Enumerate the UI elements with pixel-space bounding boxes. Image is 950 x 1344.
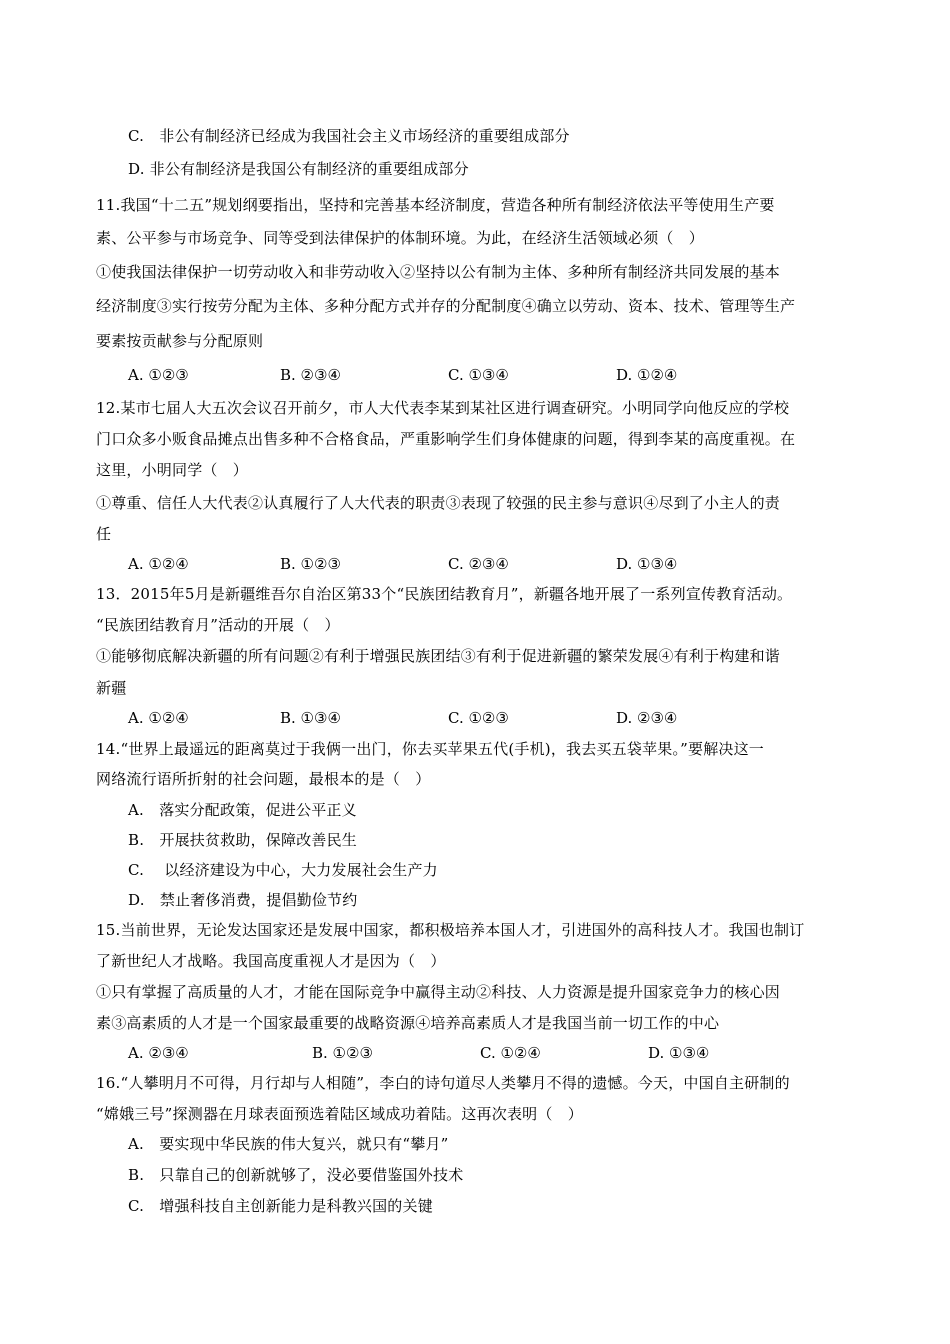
q13-items-line-1: ①能够彻底解决新疆的所有问题②有利于增强民族团结③有利于促进新疆的繁荣发展④有利于构建和谐 [96, 647, 781, 665]
q14-option-d: D. 禁止奢侈消费，提倡勤俭节约 [128, 891, 358, 909]
q14-stem-line-1: 14.“世界上最遥远的距离莫过于我俩一出门，你去买苹果五代(手机)，我去买五袋苹果。”要解决这一 [96, 740, 765, 758]
q12-stem-line-2: 门口众多小贩食品摊点出售多种不合格食品，严重影响学生们身体健康的问题，得到李某的高度重视。在 [96, 430, 796, 448]
q13-option-c: C. ①②③ [448, 709, 509, 727]
q15-option-d: D. ①③④ [648, 1044, 710, 1062]
q12-options [128, 554, 828, 574]
q11-option-c: C. ①③④ [448, 366, 509, 384]
q10-option-c: C. 非公有制经济已经成为我国社会主义市场经济的重要组成部分 [128, 127, 570, 145]
q13-option-a: A. ①②④ [128, 709, 189, 727]
q15-options [128, 1043, 828, 1063]
q13-stem-line-1: 13．2015年5月是新疆维吾尔自治区第33个“民族团结教育月”，新疆各地开展了一系列宣传教育活动。 [96, 585, 793, 603]
q13-stem-line-2: “民族团结教育月”活动的开展（ ） [96, 616, 340, 634]
q15-stem-line-1: 15.当前世界，无论发达国家还是发展中国家，都积极培养本国人才，引进国外的高科技人才。我国也制订 [96, 921, 805, 939]
q11-items-line-2: 经济制度③实行按劳分配为主体、多种分配方式并存的分配制度④确立以劳动、资本、技术、管理等生产 [96, 297, 796, 315]
q10-option-d: D. 非公有制经济是我国公有制经济的重要组成部分 [128, 160, 469, 178]
q16-stem-line-1: 16.“人攀明月不可得，月行却与人相随”，李白的诗句道尽人类攀月不得的遗憾。今天，中国自主研制的 [96, 1074, 790, 1092]
q16-option-a: A. 要实现中华民族的伟大复兴，就只有“攀月” [128, 1135, 449, 1153]
q16-option-c: C. 增强科技自主创新能力是科教兴国的关键 [128, 1197, 433, 1215]
q12-items-line-2: 任 [96, 525, 112, 543]
q12-option-a: A. ①②④ [128, 555, 189, 573]
q16-option-b: B. 只靠自己的创新就够了，没必要借鉴国外技术 [128, 1166, 464, 1184]
q12-stem-line-1: 12.某市七届人大五次会议召开前夕，市人大代表李某到某社区进行调查研究。小明同学向他反应的学校 [96, 399, 790, 417]
q11-options [128, 365, 828, 385]
q11-items-line-1: ①使我国法律保护一切劳动收入和非劳动收入②坚持以公有制为主体、多种所有制经济共同发展的基本 [96, 263, 781, 281]
q13-items-line-2: 新疆 [96, 679, 127, 697]
q15-option-c: C. ①②④ [480, 1044, 541, 1062]
q13-option-b: B. ①③④ [280, 709, 341, 727]
q12-option-b: B. ①②③ [280, 555, 341, 573]
q14-option-a: A. 落实分配政策，促进公平正义 [128, 801, 357, 819]
q15-items-line-1: ①只有掌握了高质量的人才，才能在国际竞争中赢得主动②科技、人力资源是提升国家竞争力的核心因 [96, 983, 781, 1001]
q11-stem-line-2: 素、公平参与市场竞争、同等受到法律保护的体制环境。为此，在经济生活领域必须（ ） [96, 229, 705, 247]
q15-items-line-2: 素③高素质的人才是一个国家最重要的战略资源④培养高素质人才是我国当前一切工作的中心 [96, 1014, 720, 1032]
q11-stem-line-1: 11.我国“十二五”规划纲要指出，坚持和完善基本经济制度，营造各种所有制经济依法平等使用生产要 [96, 196, 775, 214]
q11-items-line-3: 要素按贡献参与分配原则 [96, 332, 264, 350]
q13-option-d: D. ②③④ [616, 709, 678, 727]
q16-stem-line-2: “嫦娥三号”探测器在月球表面预选着陆区域成功着陆。这再次表明（ ） [96, 1105, 583, 1123]
q12-items-line-1: ①尊重、信任人大代表②认真履行了人大代表的职责③表现了较强的民主参与意识④尽到了小主人的责 [96, 494, 781, 512]
q11-option-a: A. ①②③ [128, 366, 189, 384]
q15-stem-line-2: 了新世纪人才战略。我国高度重视人才是因为（ ） [96, 952, 446, 970]
q13-options [128, 708, 828, 728]
q12-stem-line-3: 这里，小明同学（ ） [96, 461, 249, 479]
q12-option-d: D. ①③④ [616, 555, 678, 573]
q11-option-b: B. ②③④ [280, 366, 341, 384]
q14-option-b: B. 开展扶贫救助，保障改善民生 [128, 831, 357, 849]
q14-option-c: C. 以经济建设为中心，大力发展社会生产力 [128, 861, 438, 879]
q14-stem-line-2: 网络流行语所折射的社会问题，最根本的是（ ） [96, 770, 431, 788]
q15-option-b: B. ①②③ [312, 1044, 373, 1062]
q12-option-c: C. ②③④ [448, 555, 509, 573]
q11-option-d: D. ①②④ [616, 366, 678, 384]
q15-option-a: A. ②③④ [128, 1044, 189, 1062]
